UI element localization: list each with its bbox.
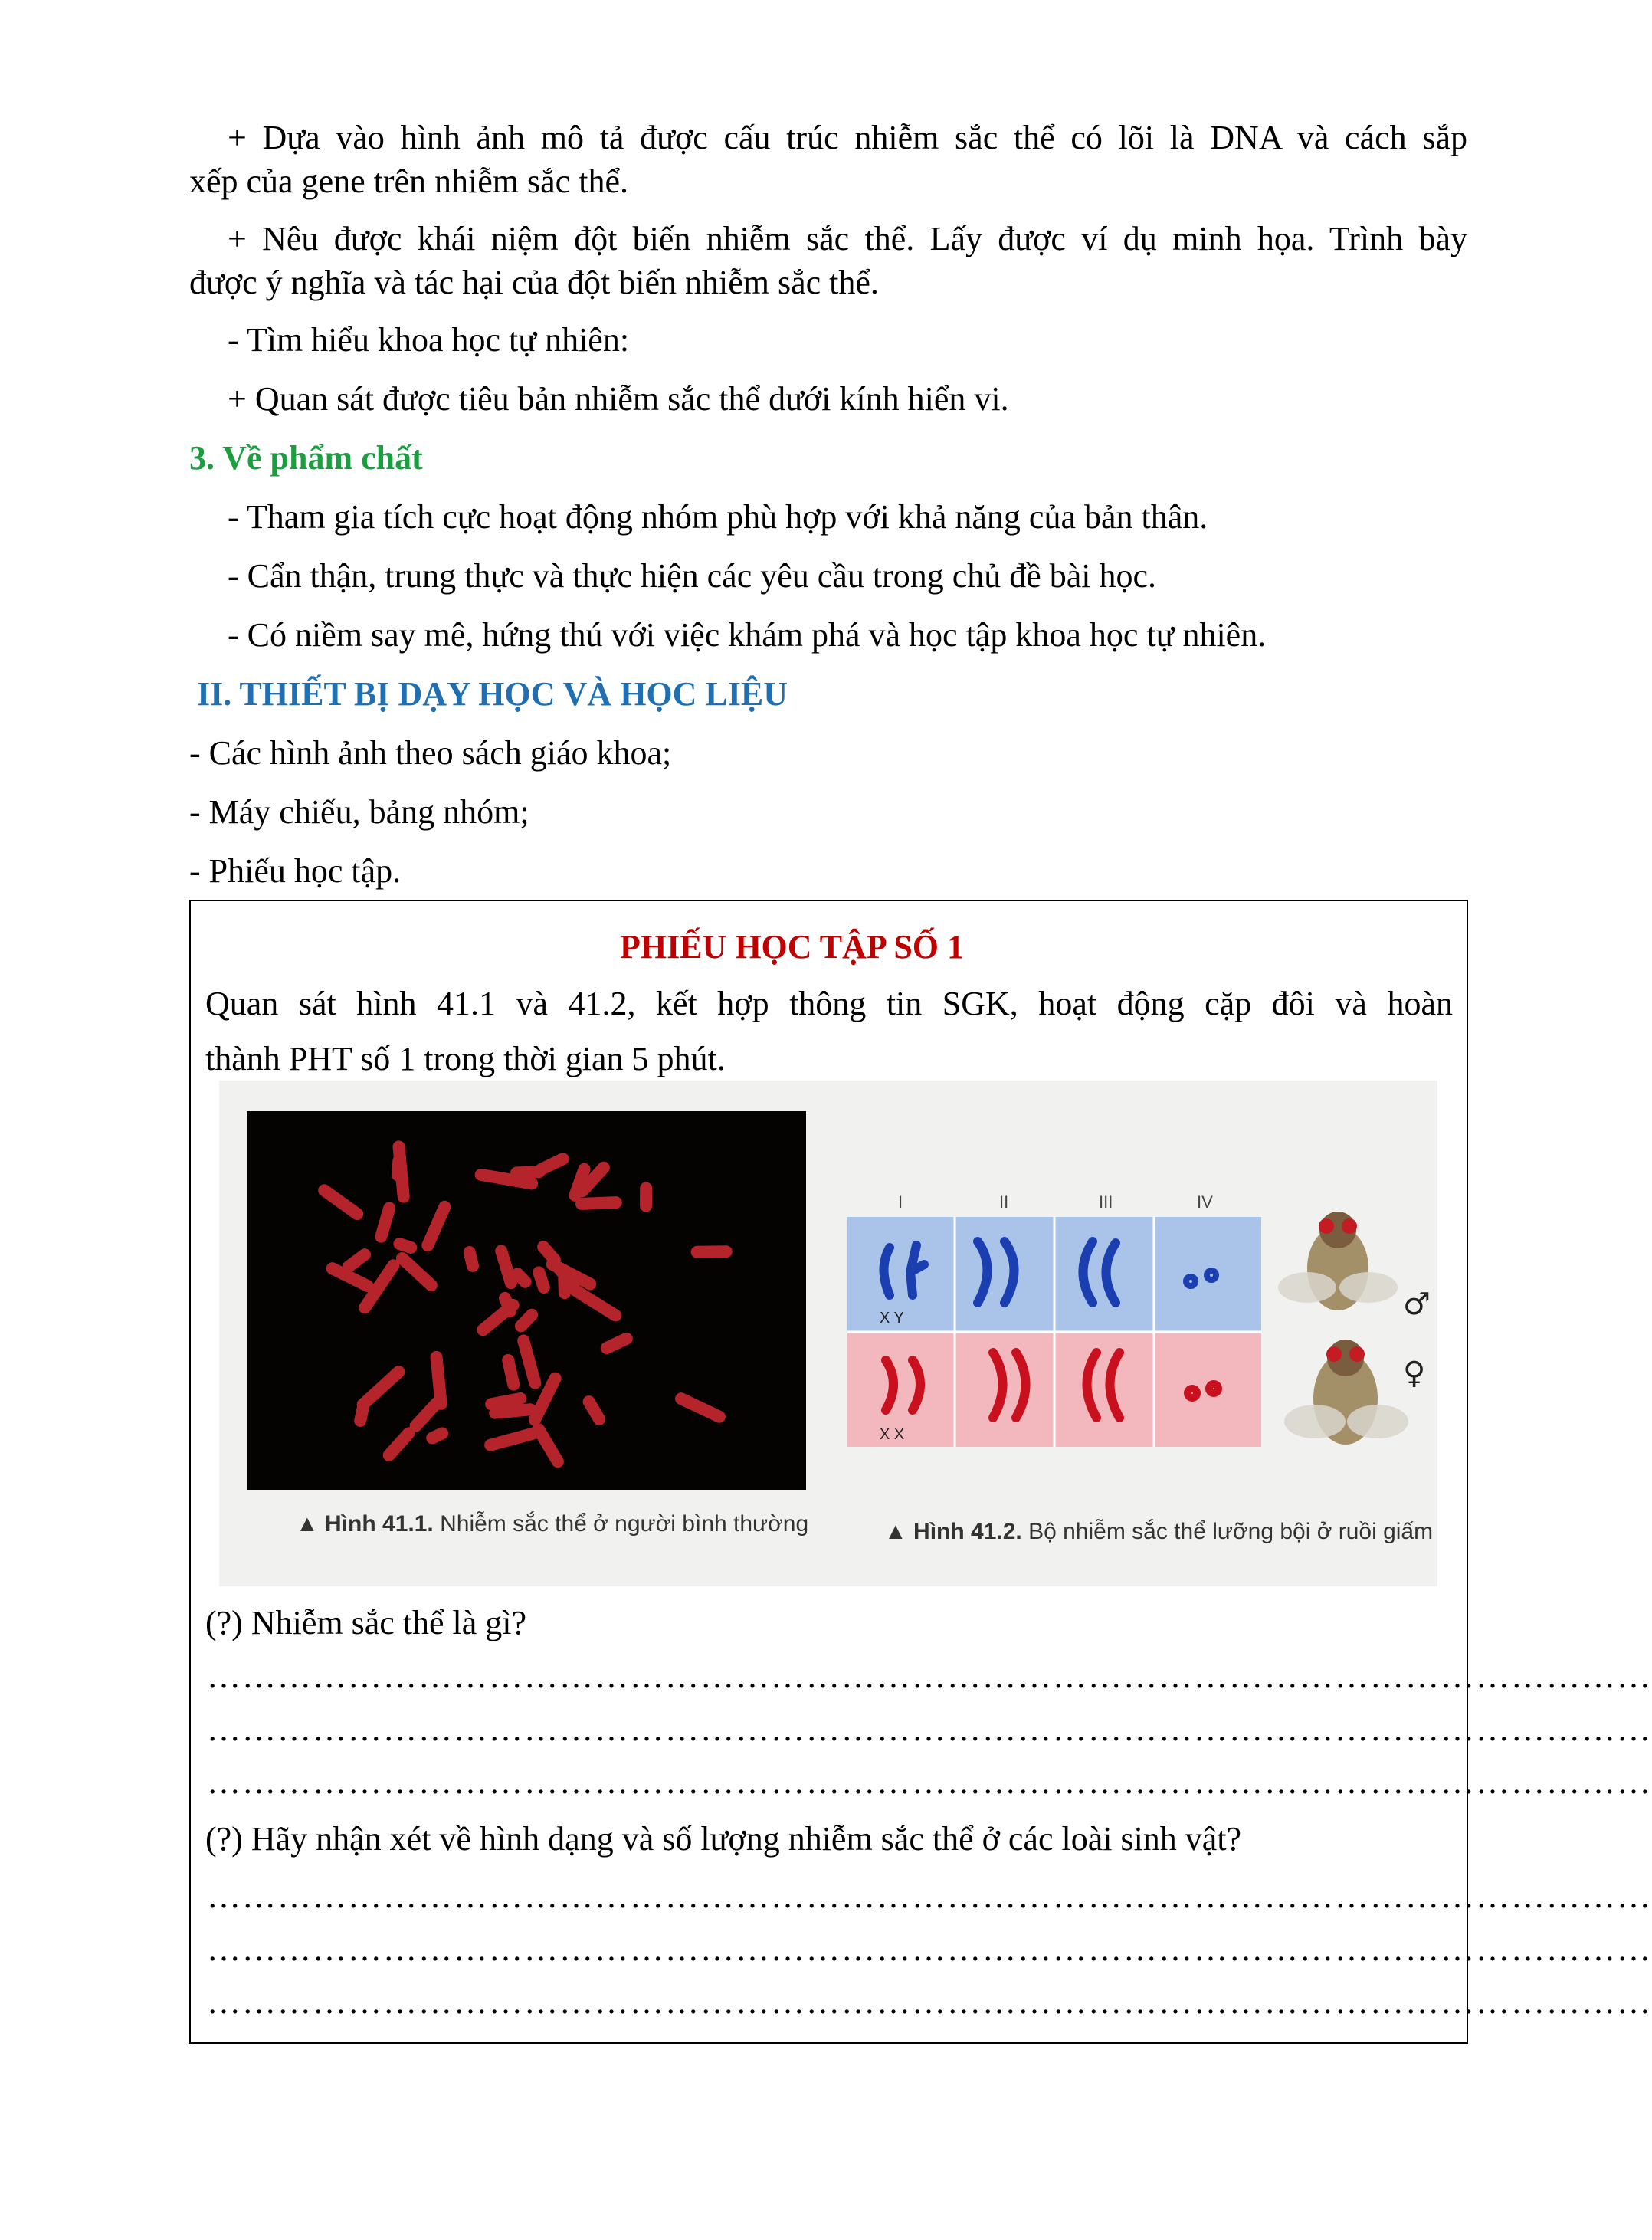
answer-line[interactable]: …………………………………………………………………………………………………………… (207, 1763, 1652, 1801)
list-item: - Phiếu học tập. (189, 852, 402, 890)
male-symbol-icon: ♂ (1403, 1287, 1431, 1322)
objective-line: + Dựa vào hình ảnh mô tả được cấu trúc nhiễm sắc thể có lõi là DNA và cách sắp (228, 119, 1467, 156)
figure-caption-label: Hình 41.1. (325, 1511, 434, 1537)
objective-line: được ý nghĩa và tác hại của đột biến nhiễm sắc thể. (189, 264, 879, 301)
karyotype-image (247, 1111, 806, 1490)
list-item: - Có niềm say mê, hứng thú với việc khám phá và học tập khoa học tự nhiên. (228, 616, 1267, 654)
sex-chromosome-label: X Y (880, 1310, 904, 1327)
column-label: II (999, 1192, 1009, 1212)
column-label: IV (1197, 1192, 1213, 1212)
chromosome-shape (575, 1196, 622, 1210)
objective-line: + Quan sát được tiêu bản nhiễm sắc thể dưới kính hiển vi. (228, 380, 1009, 418)
objective-line: - Tìm hiểu khoa học tự nhiên: (228, 321, 630, 359)
chromosome-shape (558, 1272, 571, 1299)
objective-line: xếp của gene trên nhiễm sắc thể. (189, 162, 628, 200)
answer-line[interactable]: …………………………………………………………………………………………………………… (207, 1710, 1652, 1748)
answer-line[interactable]: …………………………………………………………………………………………………………… (207, 1983, 1652, 2021)
worksheet-intro: thành PHT số 1 trong thời gian 5 phút. (205, 1040, 726, 1077)
figure-panel (219, 1081, 1437, 1586)
section-heading: II. THIẾT BỊ DẠY HỌC VÀ HỌC LIỆU (197, 675, 788, 713)
worksheet-intro: Quan sát hình 41.1 và 41.2, kết hợp thông tin SGK, hoạt động cặp đôi và hoàn (205, 985, 1453, 1022)
column-label: I (898, 1192, 903, 1212)
chromosome-shape (691, 1245, 733, 1258)
list-item: - Các hình ảnh theo sách giáo khoa; (189, 734, 672, 772)
answer-line[interactable]: …………………………………………………………………………………………………………… (207, 1878, 1652, 1915)
section-heading: 3. Về phẩm chất (189, 439, 423, 477)
female-symbol-icon: ♀ (1403, 1356, 1426, 1391)
worksheet-title: PHIẾU HỌC TẬP SỐ 1 (619, 928, 965, 966)
answer-line[interactable]: …………………………………………………………………………………………………………… (207, 1930, 1652, 1968)
chromosome-shape (392, 1154, 405, 1181)
sex-chromosome-label: X X (880, 1426, 905, 1443)
list-item: - Máy chiếu, bảng nhóm; (189, 793, 529, 831)
fly-icon (1284, 1340, 1408, 1445)
question: (?) Nhiễm sắc thể là gì? (205, 1604, 527, 1641)
figure-caption: Nhiễm sắc thể ở người bình thường (440, 1511, 809, 1537)
figure-caption-label: Hình 41.2. (913, 1519, 1022, 1544)
figure-caption: Bộ nhiễm sắc thể lưỡng bội ở ruồi giấm (1028, 1519, 1434, 1544)
column-label: III (1099, 1192, 1113, 1212)
answer-line[interactable]: …………………………………………………………………………………………………………… (207, 1658, 1652, 1695)
question: (?) Hãy nhận xét về hình dạng và số lượng nhiễm sắc thể ở các loài sinh vật? (205, 1820, 1242, 1858)
fruitfly-chromosome-diagram (847, 1188, 1430, 1479)
caret-up-icon: ▲ (296, 1511, 326, 1537)
list-item: - Cẩn thận, trung thực và thực hiện các yêu cầu trong chủ đề bài học. (228, 557, 1157, 595)
caret-up-icon: ▲ (884, 1519, 914, 1544)
chromosome-shape (640, 1182, 652, 1212)
objective-line: + Nêu được khái niệm đột biến nhiễm sắc thể. Lấy được ví dụ minh họa. Trình bày (228, 220, 1467, 257)
list-item: - Tham gia tích cực hoạt động nhóm phù hợp với khả năng của bản thân. (228, 498, 1208, 536)
fly-icon (1278, 1212, 1398, 1310)
